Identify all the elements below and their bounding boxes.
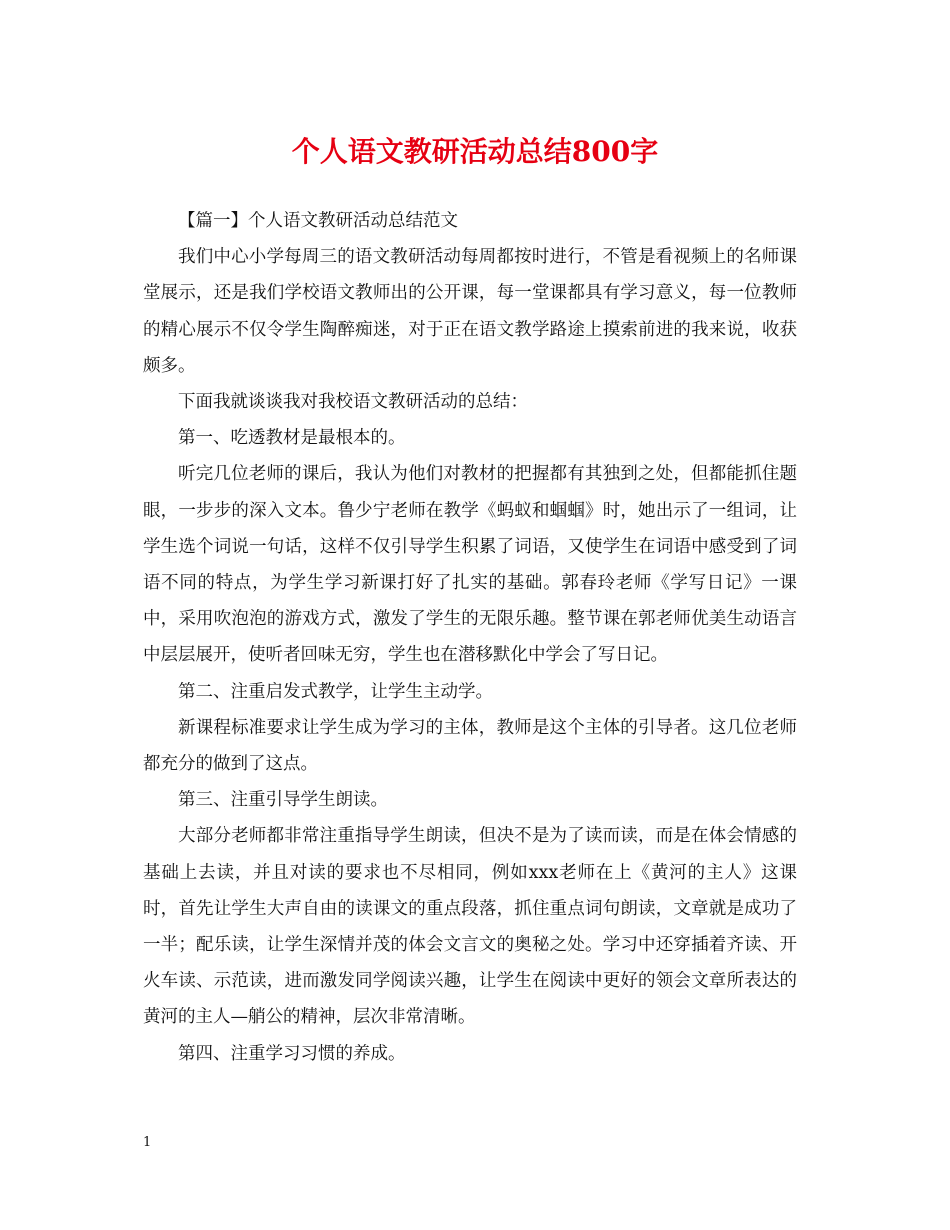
document-title: 个人语文教研活动总结800字 (291, 135, 659, 168)
paragraph: 新课程标准要求让学生成为学习的主体，教师是这个主体的引导者。这几位老师都充分的做到了这点。 (143, 717, 797, 775)
section-heading: 【篇一】个人语文教研活动总结范文 (178, 211, 458, 231)
paragraph: 大部分老师都非常注重指导学生朗读，但决不是为了读而读，而是在体会情感的基础上去读，并且对读的要求也不尽相同，例如xxx老师在上《黄河的主人》这课时，首先让学生大声自由的读课文的重点段落，抓住重点词句朗读，文章就是成功了一半；配乐读，让学生深情并茂的体会文言文的奥秘之处。学习中还穿插着齐读、开火车读、示范读，进而激发同学阅读兴趣，让学生在阅读中更好的领会文章所表达的黄河的主人—艄公的精神，层次非常清晰。 (143, 826, 797, 1028)
point-heading: 第四、注重学习习惯的养成。 (178, 1043, 406, 1064)
point-heading: 第二、注重启发式教学，让学生主动学。 (178, 681, 493, 702)
page-number: 1 (143, 1135, 152, 1150)
document-body (143, 203, 797, 1072)
paragraph: 下面我就谈谈我对我校语文教研活动的总结： (178, 392, 528, 413)
point-heading: 第一、吃透教材是最根本的。 (178, 428, 406, 449)
point-heading: 第三、注重引导学生朗读。 (178, 790, 388, 811)
paragraph: 听完几位老师的课后，我认为他们对教材的把握都有其独到之处，但都能抓住题眼，一步步的深入文本。鲁少宁老师在教学《蚂蚁和蝈蝈》时，她出示了一组词，让学生选个词说一句话，这样不仅引导学生积累了词语，又使学生在词语中感受到了词语不同的特点，为学生学习新课打好了扎实的基础。郭春玲老师《学写日记》一课中，采用吹泡泡的游戏方式，激发了学生的无限乐趣。整节课在郭老师优美生动语言中层层展开，使听者回味无穷，学生也在潜移默化中学会了写日记。 (143, 464, 797, 666)
paragraph: 我们中心小学每周三的语文教研活动每周都按时进行，不管是看视频上的名师课堂展示，还是我们学校语文教师出的公开课，每一堂课都具有学习意义，每一位教师的精心展示不仅令学生陶醉痴迷，对于正在语文教学路途上摸索前进的我来说，收获颇多。 (143, 247, 797, 376)
